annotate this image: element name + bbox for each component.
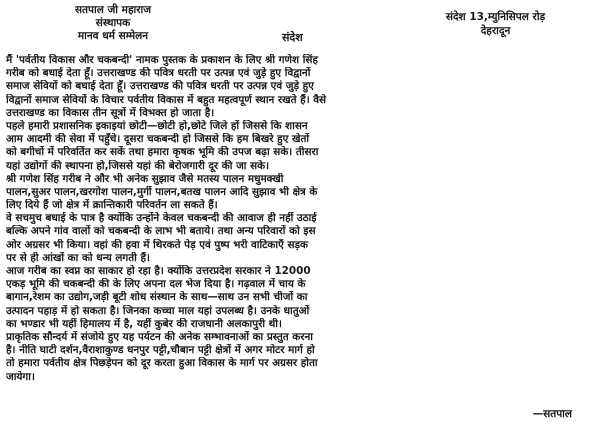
body-line: मैं 'पर्वतीय विकास और चकबन्दी' नामक पुस्तक के प्रकाशन के लिए श्री गणेश सिंह — [6, 54, 318, 66]
document-title: संदेश — [282, 31, 303, 44]
body-line: पहले हमारी प्रशासनिक इकाइयां छोटी—छोटी हो,छोटे जिले हों जिससे कि शासन — [6, 119, 308, 132]
sender-block — [38, 4, 188, 43]
body-line: है। नीति घाटी दर्शन,वैराशाकुण्ड धनपुर पट्टी,चौबान पट्टी क्षेत्रों में अगर मोटर मार्ग हो — [6, 344, 315, 357]
body-line: उत्पादन पहाड़ में हो सकता है। जिनका कच्चा माल यहां उपलब्ध है। उनके धातुओं — [6, 304, 310, 317]
body-line: आज गरीब का स्वप्न का साकार हो रहा है। क्योंकि उत्तरप्रदेश सरकार ने 12000 — [6, 265, 311, 277]
body-line: आम आदमी की सेवा में पहुँचे। दूसरा चकबन्दी हो जिससे कि हम बिखरे हुए खेतों — [6, 133, 310, 146]
body-line: एकड़ भूमि की चकबन्दी की के लिए अपना दल भेज दिया है। गढ़वाल में चाय के — [6, 278, 306, 291]
body-line: प्राकृतिक सौन्दर्य में संजोये हुए यह पर्यटन की अनेक सम्भावनाओं का प्रस्तुत करना — [6, 330, 313, 343]
sender-name: सतपाल जी महाराज — [74, 4, 152, 16]
address-city: देहरादून — [480, 25, 511, 37]
body-line: तो हमारा पर्वतीय क्षेत्र पिछड़ेपन को दूर करता हुआ विकास के मार्ग पर अग्रसर होता — [6, 357, 318, 370]
body-line: को बगीचों में परिवर्तित कर सकें तथा हमारा कृषक भूमि की उपज बढ़ा सके। तीसरा — [6, 146, 319, 159]
body-line: श्री गणेश सिंह गरीब ने और भी अनेक सुझाव जैसे मतस्य पालन मधुमक्खी — [6, 172, 284, 185]
sender-organization: मानव धर्म सम्मेलन — [77, 30, 149, 42]
body-line: पर से ही आंखों का को धन्य लगती हैं। — [6, 251, 150, 264]
body-line: लिए दिये हैं जो क्षेत्र में क्रान्तिकारी परिवर्तन ला सकते हैं। — [6, 199, 218, 212]
body-line: यहां उद्योगों की स्थापना हो,जिससे यहां की बेरोजगारी दूर की जा सके। — [6, 159, 270, 172]
signature: —सतपाल — [532, 408, 572, 420]
body-line: ओर अग्रसर भी किया। वहां की हवा में थिरकते पेड़ एवं पुष्प भरी वाटिकाएँ सड़क — [6, 238, 309, 251]
body-line: पालन,सुअर पालन,खरगोश पालन,मुर्गी पालन,बतख पालन आदि सुझाव भी क्षेत्र के — [6, 185, 318, 198]
body-line: वे सचमुच बधाई के पात्र है क्योंकि उन्होंने केवल चकबन्दी की आवाज ही नहीं उठाई — [6, 212, 317, 225]
address-block — [388, 10, 603, 38]
body-line: जायेगा। — [6, 370, 35, 383]
message-body — [6, 54, 606, 384]
body-line: उत्तराखण्ड का विकास तीन सूत्रों में विभक्त हो जाता है। — [6, 106, 215, 119]
body-line: का भण्डार भी यहीं हिमालय में है, यहीं कुबेर की राजधानी अलकापुरी थी। — [6, 317, 282, 330]
body-line: गरीब को बधाई देता हूँ। उत्तराखण्ड की पवित्र धरती पर उत्पन्न एवं जुड़े हुए विद्वानों — [6, 67, 311, 80]
body-line: समाज सेवियों को बधाई देता हूँ। उत्तराखण्ड की पवित्र धरती पर उत्पन्न एवं जुड़े हुए — [6, 80, 314, 93]
address-line: संदेश 13,म्युनिसिपल रोड़ — [445, 11, 546, 23]
sender-role: संस्थापक — [95, 17, 131, 29]
body-line: विद्वानों समाज सेवियों के विचार पर्वतीय विकास में बहुत महत्वपूर्ण स्थान रखते हैं। वैसे — [6, 93, 327, 106]
body-line: बागान,रेशम का उद्योग,जड़ी बूटी शोध संस्थान के साथ—साथ उन सभी चीजों का — [6, 291, 308, 304]
body-line: बल्कि अपने गांव वालों को चकबन्दी के लाभ भी बताये। तथा अन्य परिवारों को इस — [6, 225, 316, 238]
